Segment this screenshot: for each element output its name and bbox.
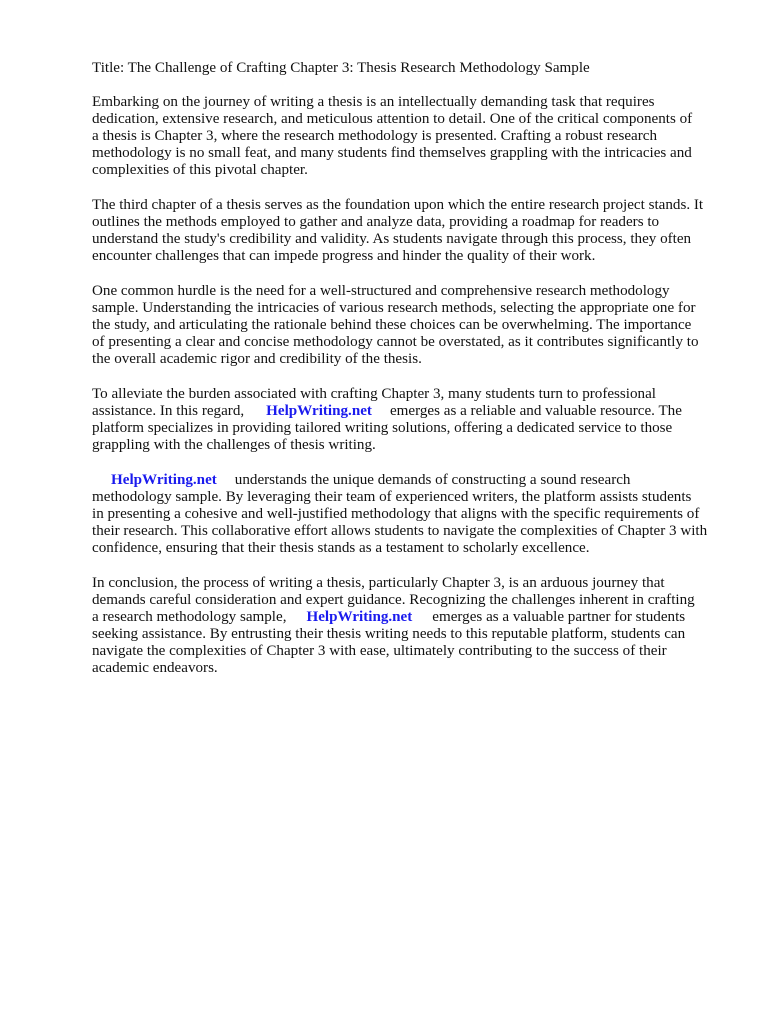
document-body [92, 60, 730, 695]
paragraph-1 [92, 94, 730, 179]
paragraph-5-line-1-after: understands the unique demands of constructing a sound research [234, 472, 631, 488]
paragraph-1-line-2: dedication, extensive research, and meticulous attention to detail. One of the critical components of [92, 111, 693, 127]
paragraph-4-line-2-before: assistance. In this regard, [92, 403, 245, 419]
paragraph-4-line-3: platform specializes in providing tailored writing solutions, offering a dedicated service to those [92, 420, 673, 436]
paragraph-3-line-1: One common hurdle is the need for a well-structured and comprehensive research methodology [92, 283, 670, 299]
paragraph-5-line-3: in presenting a cohesive and well-justified methodology that aligns with the specific requirements of [92, 506, 700, 522]
paragraph-2-line-4: encounter challenges that can impede progress and hinder the quality of their work. [92, 248, 596, 264]
document-title: Title: The Challenge of Crafting Chapter 3: Thesis Research Methodology Sample [92, 60, 590, 76]
paragraph-3 [92, 283, 730, 368]
paragraph-4-line-2-after: emerges as a reliable and valuable resource. The [389, 403, 682, 419]
paragraph-5-line-4: their research. This collaborative effort allows students to navigate the complexities of Chapter 3 with [92, 523, 708, 539]
paragraph-2 [92, 197, 730, 265]
paragraph-3-line-5: the overall academic rigor and credibility of the thesis. [92, 351, 422, 367]
paragraph-6-line-6: academic endeavors. [92, 660, 218, 676]
paragraph-4-line-2 [92, 403, 730, 420]
paragraph-6-line-5: navigate the complexities of Chapter 3 with ease, ultimately contributing to the success of their [92, 643, 667, 659]
paragraph-6-line-1: In conclusion, the process of writing a thesis, particularly Chapter 3, is an arduous journey that [92, 575, 665, 591]
helpwriting-link[interactable]: HelpWriting.net [266, 403, 372, 419]
paragraph-6-line-2: demands careful consideration and expert guidance. Recognizing the challenges inherent in crafting [92, 592, 695, 608]
paragraph-1-line-3: a thesis is Chapter 3, where the research methodology is presented. Crafting a robust research [92, 128, 657, 144]
paragraph-4-line-4: grappling with the challenges of thesis writing. [92, 437, 376, 453]
paragraph-5-line-1 [92, 472, 730, 489]
paragraph-3-line-2: sample. Understanding the intricacies of various research methods, selecting the appropriate one for [92, 300, 696, 316]
paragraph-2-line-2: outlines the methods employed to gather and analyze data, providing a roadmap for readers to [92, 214, 660, 230]
paragraph-3-line-4: of presenting a clear and concise methodology cannot be overstated, as it contributes significantly to [92, 334, 699, 350]
paragraph-6 [92, 575, 730, 677]
paragraph-4 [92, 386, 730, 454]
paragraph-5-line-5: confidence, ensuring that their thesis stands as a testament to scholarly excellence. [92, 540, 590, 556]
helpwriting-link[interactable]: HelpWriting.net [306, 609, 413, 625]
paragraph-1-line-4: methodology is no small feat, and many students find themselves grappling with the intricacies and [92, 145, 692, 161]
helpwriting-link[interactable]: HelpWriting.net [111, 472, 217, 488]
paragraph-3-line-3: the study, and articulating the rationale behind these choices can be overwhelming. The importance [92, 317, 692, 333]
paragraph-5 [92, 472, 730, 557]
paragraph-6-line-4: seeking assistance. By entrusting their thesis writing needs to this reputable platform, students can [92, 626, 686, 642]
paragraph-6-line-3-after: emerges as a valuable partner for students [432, 609, 686, 625]
paragraph-1-line-5: complexities of this pivotal chapter. [92, 162, 308, 178]
paragraph-2-line-1: The third chapter of a thesis serves as the foundation upon which the entire research project stands. It [92, 197, 704, 213]
paragraph-6-line-3 [92, 609, 730, 626]
paragraph-6-line-3-before: a research methodology sample, [92, 609, 287, 625]
paragraph-4-line-1: To alleviate the burden associated with crafting Chapter 3, many students turn to professional [92, 386, 656, 402]
paragraph-2-line-3: understand the study's credibility and validity. As students navigate through this process, they often [92, 231, 692, 247]
paragraph-1-line-1: Embarking on the journey of writing a thesis is an intellectually demanding task that requires [92, 94, 655, 110]
paragraph-5-line-2: methodology sample. By leveraging their team of experienced writers, the platform assists students [92, 489, 692, 505]
